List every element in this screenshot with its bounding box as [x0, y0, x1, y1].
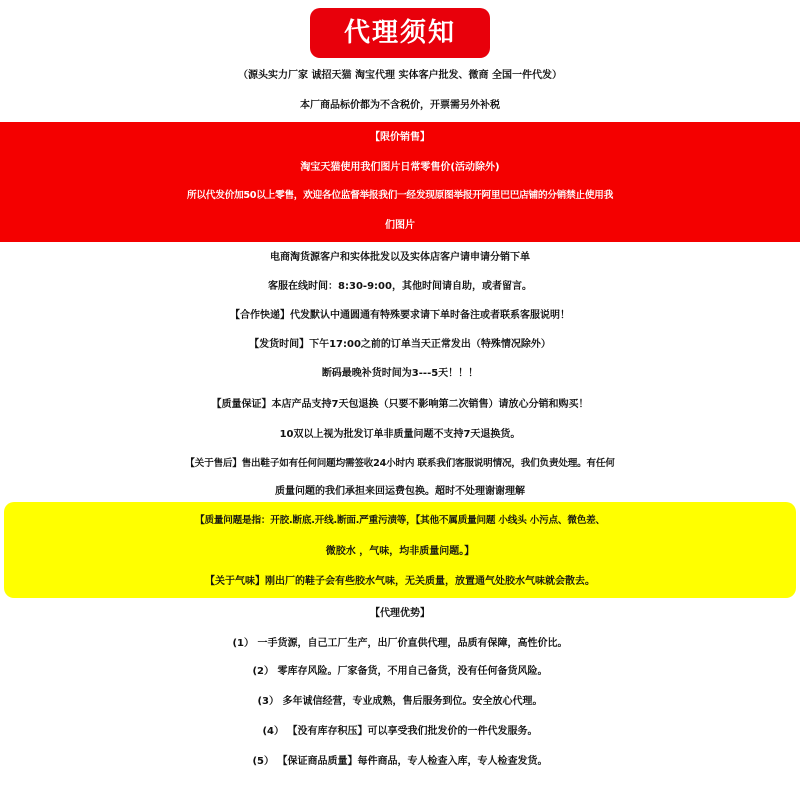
intro-line: （源头实力厂家 诚招天猫 淘宝代理 实体客户批发、微商 全国一件代发） [238, 70, 562, 81]
notice-line: 【发货时间】下午17:00之前的订单当天正常发出（特殊情况除外） [249, 339, 551, 350]
notice-line: 断码最晚补货时间为3---5天！！！ [321, 368, 479, 379]
advantage-item: (4） 【没有库存积压】可以享受我们批发价的一件代发服务。 [262, 726, 538, 737]
notice-line: 质量问题的我们承担来回运费包换。超时不处理谢谢理解 [275, 486, 525, 497]
limit-price-heading: 【限价销售】 [370, 132, 430, 143]
page-title: 代理须知 [310, 8, 490, 58]
advantage-item: (5） 【保证商品质量】每件商品，专人检查入库，专人检查发货。 [252, 756, 548, 767]
notice-line: 电商淘货源客户和实体批发以及实体店客户请申请分销下单 [270, 252, 530, 263]
advantages-heading: 【代理优势】 [370, 608, 430, 619]
notice-line: 客服在线时间：8:30-9:00，其他时间请自助，或者留言。 [268, 281, 532, 292]
notice-line: 【合作快递】代发默认中通圆通有特殊要求请下单时备注或者联系客服说明！ [230, 310, 570, 321]
limit-price-banner [0, 122, 800, 242]
tax-notice: 本厂商品标价都为不含税价，开票需另外补税 [300, 100, 500, 111]
quality-line: 【关于气味】刚出厂的鞋子会有些胶水气味，无关质量，放置通气处胶水气味就会散去。 [205, 576, 595, 587]
quality-line: 【质量问题是指：开胶.断底.开线.断面.严重污渍等，【其他不属质量问题 小线头 小污点、微色差、 [195, 515, 605, 526]
limit-price-line: 们图片 [385, 220, 415, 231]
limit-price-line: 所以代发价加50以上零售，欢迎各位监督举报我们一经发现原图举报开阿里巴巴店铺的分销禁止使用我 [187, 190, 613, 201]
title-wrap [0, 8, 800, 58]
advantage-item: (1） 一手货源，自己工厂生产，出厂价直供代理，品质有保障，高性价比。 [232, 638, 568, 649]
quality-box [4, 502, 796, 598]
advantage-item: (3） 多年诚信经营，专业成熟，售后服务到位。安全放心代理。 [257, 696, 543, 707]
quality-line: 微胶水 ，气味，均非质量问题。】 [325, 546, 475, 557]
advantage-item: (2） 零库存风险。厂家备货，不用自己备货，没有任何备货风险。 [252, 666, 548, 677]
notice-line: 【关于售后】售出鞋子如有任何问题均需签收24小时内 联系我们客服说明情况，我们负责处理。有任何 [185, 458, 615, 469]
notice-line: 10双以上视为批发订单非质量问题不支持7天退换货。 [279, 429, 521, 440]
notice-line: 【质量保证】本店产品支持7天包退换（只要不影响第二次销售）请放心分销和购买！ [211, 399, 589, 410]
limit-price-line: 淘宝天猫使用我们图片日常零售价(活动除外) [300, 162, 500, 173]
